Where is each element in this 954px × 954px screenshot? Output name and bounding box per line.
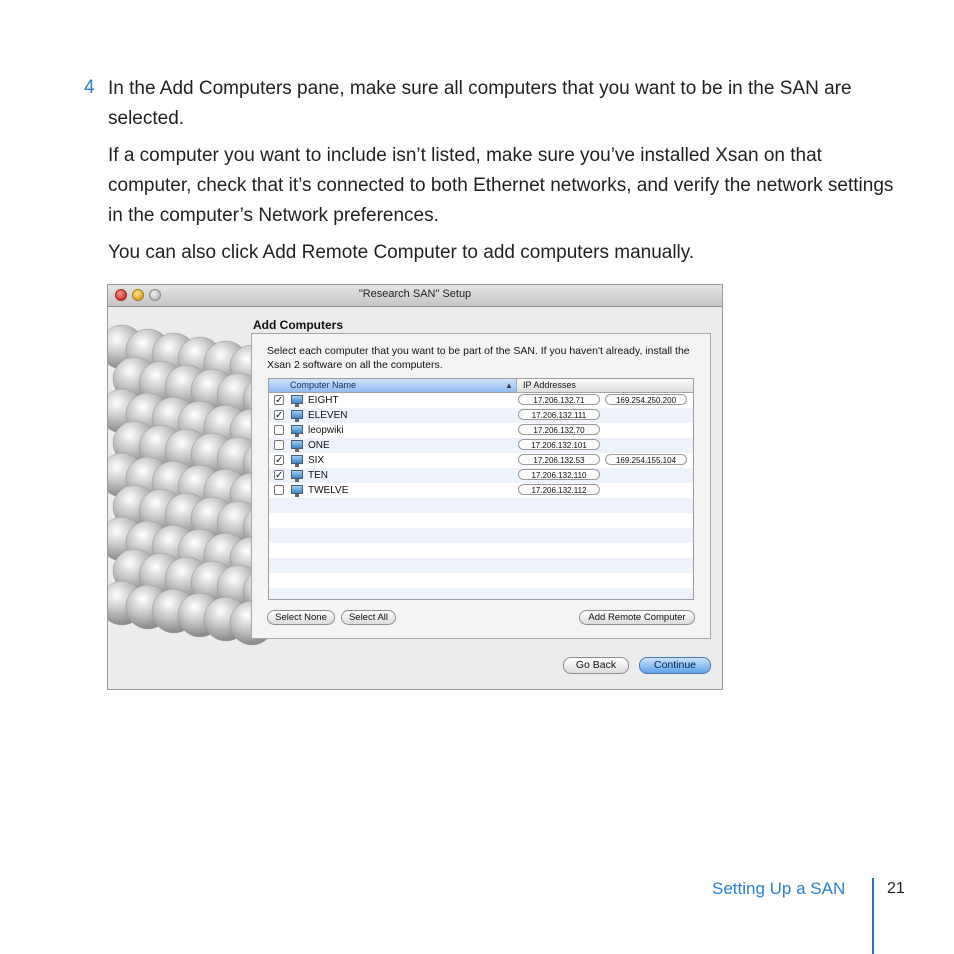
monitor-icon [291, 395, 303, 404]
table-row[interactable] [269, 393, 693, 408]
computer-name: leopwiki [308, 425, 344, 436]
ip-address-primary: 17.206.132.71 [518, 394, 600, 405]
ip-address-primary: 17.206.132.101 [518, 439, 600, 450]
setup-window [107, 284, 723, 690]
table-row[interactable] [269, 453, 693, 468]
table-row[interactable] [269, 483, 693, 498]
add-remote-computer-button[interactable]: Add Remote Computer [579, 610, 695, 625]
footer-divider [872, 878, 874, 954]
step-tip-text: You can also click Add Remote Computer to add computers manually. [108, 242, 695, 263]
monitor-icon [291, 440, 303, 449]
table-row [269, 558, 693, 573]
xsan-spheres-illustration [108, 307, 270, 647]
ip-address-primary: 17.206.132.110 [518, 469, 600, 480]
pane-title: Add Computers [253, 318, 343, 332]
table-row [269, 498, 693, 513]
column-header-ip-addresses[interactable]: IP Addresses [523, 380, 576, 390]
checkbox-icon[interactable]: ✓ [275, 470, 284, 481]
footer-section-title: Setting Up a SAN [712, 879, 846, 898]
checkbox-icon[interactable]: ✓ [275, 410, 284, 421]
ip-address-primary: 17.206.132.111 [518, 409, 600, 420]
ip-address-primary: 17.206.132.70 [518, 424, 600, 435]
instructions-text: Select each computer that you want to be part of the SAN. If you haven't already, install the Xsan 2 software on all the computers. [267, 345, 690, 371]
table-header [269, 379, 693, 393]
window-title: "Research SAN" Setup [358, 288, 472, 300]
step-detail-text: If a computer you want to include isn’t listed, make sure you’ve installed Xsan on that computer, check that it’s connected to both Ethernet networks, and verify the network settings in the computer’s Network preferences. [108, 145, 894, 226]
computer-name: EIGHT [308, 395, 339, 406]
monitor-icon [291, 485, 303, 494]
table-row [269, 513, 693, 528]
step-main-text: In the Add Computers pane, make sure all computers that you want to be in the SAN are selected. [108, 78, 852, 129]
table-row [269, 528, 693, 543]
ip-address-secondary: 169.254.250.200 [605, 394, 687, 405]
computer-name: ELEVEN [308, 410, 348, 421]
ip-address-secondary: 169.254.155.104 [605, 454, 687, 465]
checkbox-icon[interactable] [274, 425, 284, 435]
select-all-button[interactable]: Select All [341, 610, 396, 625]
computer-name: SIX [308, 455, 325, 466]
select-none-button[interactable]: Select None [267, 610, 335, 625]
monitor-icon [291, 470, 303, 479]
computer-name: ONE [308, 440, 330, 451]
computer-name: TEN [308, 470, 328, 481]
computers-table [268, 378, 694, 600]
continue-button[interactable]: Continue [639, 657, 711, 674]
step-number: 4 [84, 77, 95, 98]
column-header-computer-name[interactable]: Computer Name [269, 379, 517, 392]
checkbox-icon[interactable] [274, 485, 284, 495]
table-row[interactable] [269, 408, 693, 423]
checkbox-icon[interactable]: ✓ [275, 455, 284, 466]
monitor-icon [291, 410, 303, 419]
go-back-button[interactable]: Go Back [563, 657, 629, 674]
page-number: 21 [887, 880, 905, 897]
ip-address-primary: 17.206.132.53 [518, 454, 600, 465]
computer-name: TWELVE [308, 485, 349, 496]
monitor-icon [291, 455, 303, 464]
add-computers-group [251, 333, 711, 639]
checkbox-icon[interactable]: ✓ [275, 395, 284, 406]
table-rows [269, 393, 693, 599]
table-row [269, 588, 693, 600]
sort-arrow-icon[interactable]: ▲ [505, 381, 513, 390]
table-row [269, 543, 693, 558]
ip-address-primary: 17.206.132.112 [518, 484, 600, 495]
table-row[interactable] [269, 423, 693, 438]
table-row [269, 573, 693, 588]
table-row[interactable] [269, 438, 693, 453]
window-titlebar[interactable] [108, 285, 722, 307]
table-row[interactable] [269, 468, 693, 483]
checkbox-icon[interactable] [274, 440, 284, 450]
monitor-icon [291, 425, 303, 434]
